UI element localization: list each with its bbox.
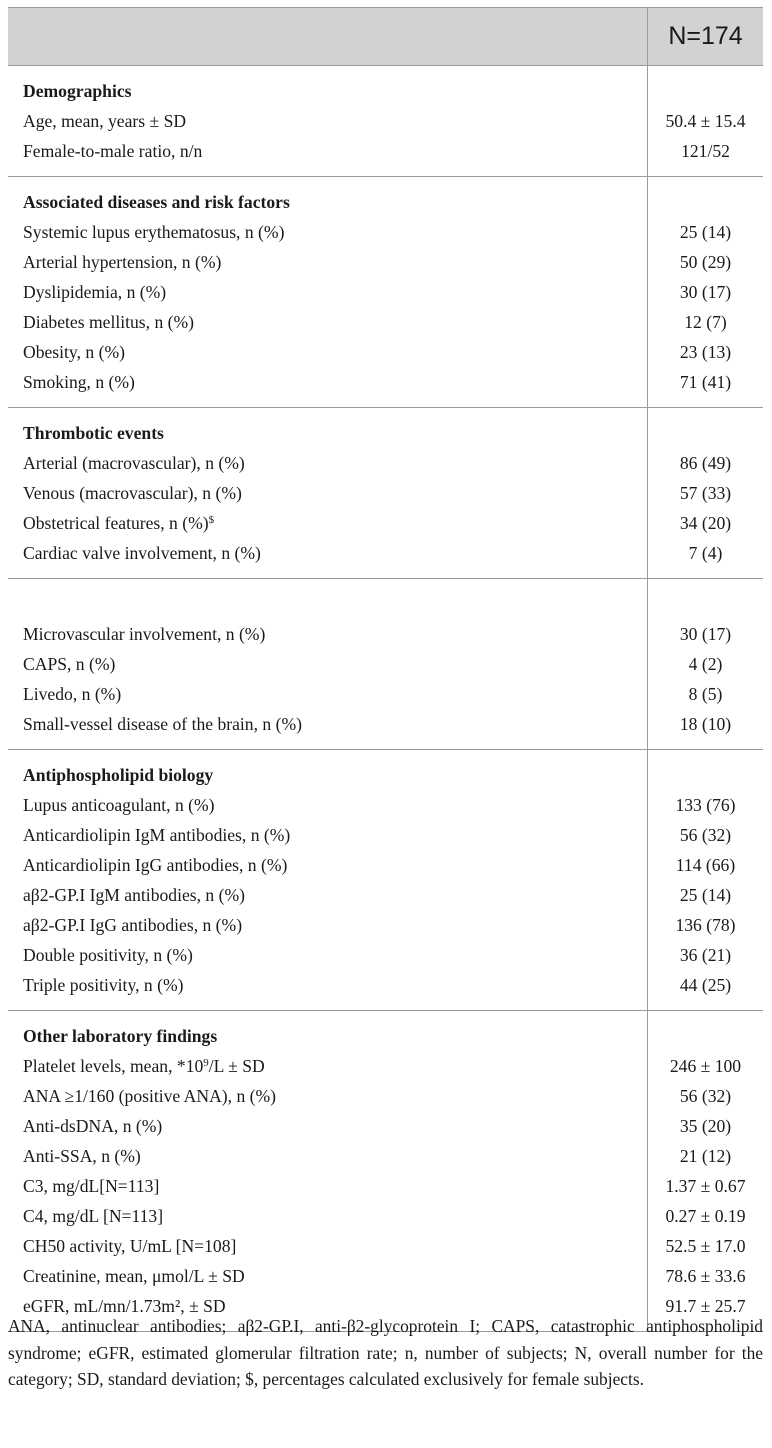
row-label: Lupus anticoagulant, n (%) (23, 795, 215, 815)
row-value: 34 (20) (648, 508, 764, 538)
table-row (8, 619, 763, 649)
row-label: Smoking, n (%) (23, 372, 135, 392)
row-label-cell (8, 649, 648, 679)
row-label: Double positivity, n (%) (23, 945, 193, 965)
row-label-cell (8, 538, 648, 579)
row-value: 8 (5) (648, 679, 764, 709)
table-row (8, 820, 763, 850)
section-title: Antiphospholipid biology (23, 765, 214, 785)
row-label: Age, mean, years ± SD (23, 111, 187, 131)
row-label: Anticardiolipin IgM antibodies, n (%) (23, 825, 291, 845)
table-row (8, 106, 763, 136)
table-row (8, 850, 763, 880)
row-label: Dyslipidemia, n (%) (23, 282, 167, 302)
row-label: Livedo, n (%) (23, 684, 122, 704)
table-row (8, 367, 763, 408)
row-label: Female-to-male ratio, n/n (23, 141, 203, 161)
section-group (8, 579, 763, 750)
row-value: 44 (25) (648, 970, 764, 1011)
row-label-cell (8, 277, 648, 307)
row-value: 25 (14) (648, 880, 764, 910)
row-label-cell (8, 1201, 648, 1231)
row-value: 114 (66) (648, 850, 764, 880)
row-label: Microvascular involvement, n (%) (23, 624, 266, 644)
table-row (8, 277, 763, 307)
row-label-cell (8, 337, 648, 367)
section-header-row (8, 66, 763, 107)
row-label: Cardiac valve involvement, n (%) (23, 543, 261, 563)
table-row (8, 538, 763, 579)
row-value: 36 (21) (648, 940, 764, 970)
row-label: Obesity, n (%) (23, 342, 125, 362)
row-value: 133 (76) (648, 790, 764, 820)
table-row (8, 217, 763, 247)
row-label-cell (8, 940, 648, 970)
row-value: 23 (13) (648, 337, 764, 367)
row-label-cell (8, 1141, 648, 1171)
section-title-value-cell (648, 579, 764, 620)
table-row (8, 880, 763, 910)
table-row (8, 1141, 763, 1171)
row-value: 57 (33) (648, 478, 764, 508)
section-title-value-cell (648, 1011, 764, 1052)
row-value: 4 (2) (648, 649, 764, 679)
row-label: Triple positivity, n (%) (23, 975, 184, 995)
section-title: Associated diseases and risk factors (23, 192, 290, 212)
table-row (8, 136, 763, 177)
section-header-row (8, 408, 763, 449)
row-label: Small-vessel disease of the brain, n (%) (23, 714, 302, 734)
section-title-value-cell (648, 408, 764, 449)
row-label: Arterial hypertension, n (%) (23, 252, 222, 272)
row-value: 121/52 (648, 136, 764, 177)
row-label: Systemic lupus erythematosus, n (%) (23, 222, 285, 242)
row-value: 18 (10) (648, 709, 764, 750)
row-value: 86 (49) (648, 448, 764, 478)
row-value: 52.5 ± 17.0 (648, 1231, 764, 1261)
row-label: CH50 activity, U/mL [N=108] (23, 1236, 237, 1256)
row-label-cell (8, 709, 648, 750)
table-row (8, 910, 763, 940)
row-label-cell (8, 1051, 648, 1081)
table-header-row (8, 8, 763, 66)
n-column-header: N=174 (648, 8, 764, 66)
section-title: Thrombotic events (23, 423, 164, 443)
table-row (8, 679, 763, 709)
section-title-value-cell (648, 66, 764, 107)
table-footnote: ANA, antinuclear antibodies; aβ2-GP.I, anti-β2-glycoprotein I; CAPS, catastrophic antiphospholipid syndrome; eGFR, estimated glomerular filtration rate; n, number of subjects; N, overall number for the category; SD, standard deviation; $, percentages calculated exclusively for female subjects. (8, 1316, 763, 1389)
table-row (8, 1201, 763, 1231)
row-label-superscript: 9 (203, 1057, 209, 1069)
row-label-cell (8, 1081, 648, 1111)
row-label-cell (8, 679, 648, 709)
table-row (8, 247, 763, 277)
table-row (8, 1171, 763, 1201)
table-row (8, 1051, 763, 1081)
row-value: 71 (41) (648, 367, 764, 408)
section-header-row (8, 579, 763, 620)
row-label: Arterial (macrovascular), n (%) (23, 453, 245, 473)
row-label: ANA ≥1/160 (positive ANA), n (%) (23, 1086, 277, 1106)
section-header-row (8, 1011, 763, 1052)
row-label-cell (8, 478, 648, 508)
table-row (8, 1081, 763, 1111)
section-title: Demographics (23, 81, 132, 101)
row-value: 56 (32) (648, 1081, 764, 1111)
row-value: 246 ± 100 (648, 1051, 764, 1081)
row-label: Anti-SSA, n (%) (23, 1146, 141, 1166)
row-label: C3, mg/dL[N=113] (23, 1176, 160, 1196)
table-row (8, 337, 763, 367)
table-row (8, 1231, 763, 1261)
row-label-cell (8, 970, 648, 1011)
row-label: aβ2-GP.I IgM antibodies, n (%) (23, 885, 245, 905)
table-row (8, 1111, 763, 1141)
row-label-cell (8, 217, 648, 247)
row-value: 136 (78) (648, 910, 764, 940)
row-label: Anticardiolipin IgG antibodies, n (%) (23, 855, 288, 875)
section-group (8, 1011, 763, 1332)
row-label-cell (8, 1111, 648, 1141)
table-row (8, 649, 763, 679)
row-label: Venous (macrovascular), n (%) (23, 483, 242, 503)
row-label: eGFR, mL/mn/1.73m², ± SD (23, 1296, 226, 1316)
row-label-cell (8, 790, 648, 820)
table-row (8, 478, 763, 508)
section-title-value-cell (648, 750, 764, 791)
table-row (8, 709, 763, 750)
row-value: 30 (17) (648, 277, 764, 307)
section-title (8, 579, 648, 620)
table-row (8, 448, 763, 478)
row-label: Platelet levels, mean, *10 (23, 1056, 204, 1076)
row-label-cell (8, 910, 648, 940)
row-value: 35 (20) (648, 1111, 764, 1141)
row-label-superscript: $ (208, 514, 215, 526)
row-label-cell (8, 1171, 648, 1201)
table-row (8, 508, 763, 538)
row-label-cell (8, 307, 648, 337)
row-value: 50 (29) (648, 247, 764, 277)
section-group (8, 66, 763, 177)
table-row (8, 1261, 763, 1291)
row-label: aβ2-GP.I IgG antibodies, n (%) (23, 915, 243, 935)
row-value: 56 (32) (648, 820, 764, 850)
row-label-cell (8, 1261, 648, 1291)
row-label-cell (8, 850, 648, 880)
row-value: 12 (7) (648, 307, 764, 337)
table-row (8, 970, 763, 1011)
row-value: 0.27 ± 0.19 (648, 1201, 764, 1231)
row-label-cell (8, 619, 648, 649)
row-label-cell (8, 367, 648, 408)
row-label: Anti-dsDNA, n (%) (23, 1116, 163, 1136)
row-label-cell (8, 106, 648, 136)
row-label-cell (8, 508, 648, 538)
section-title-value-cell (648, 177, 764, 218)
row-label-cell (8, 880, 648, 910)
section-group (8, 177, 763, 408)
table-row (8, 307, 763, 337)
row-value: 1.37 ± 0.67 (648, 1171, 764, 1201)
row-value: 21 (12) (648, 1141, 764, 1171)
row-label-suffix: /L ± SD (208, 1056, 265, 1076)
section-title: Other laboratory findings (23, 1026, 218, 1046)
label-column-header (8, 8, 648, 66)
row-value: 7 (4) (648, 538, 764, 579)
row-value: 25 (14) (648, 217, 764, 247)
section-header-row (8, 750, 763, 791)
row-label: C4, mg/dL [N=113] (23, 1206, 164, 1226)
section-header-row (8, 177, 763, 218)
row-value: 78.6 ± 33.6 (648, 1261, 764, 1291)
row-value: 50.4 ± 15.4 (648, 106, 764, 136)
row-label: Obstetrical features, n (%) (23, 513, 209, 533)
row-label: Creatinine, mean, μmol/L ± SD (23, 1266, 245, 1286)
row-label-cell (8, 820, 648, 850)
row-label-cell (8, 1231, 648, 1261)
row-value: 91.7 ± 25.7 (648, 1291, 764, 1332)
row-label: Diabetes mellitus, n (%) (23, 312, 195, 332)
row-label-cell (8, 448, 648, 478)
characteristics-table (8, 7, 763, 1332)
table-row (8, 790, 763, 820)
row-label: CAPS, n (%) (23, 654, 116, 674)
row-value: 30 (17) (648, 619, 764, 649)
row-label-cell (8, 247, 648, 277)
row-label-cell (8, 136, 648, 177)
section-group (8, 750, 763, 1011)
table-row (8, 940, 763, 970)
section-group (8, 408, 763, 579)
